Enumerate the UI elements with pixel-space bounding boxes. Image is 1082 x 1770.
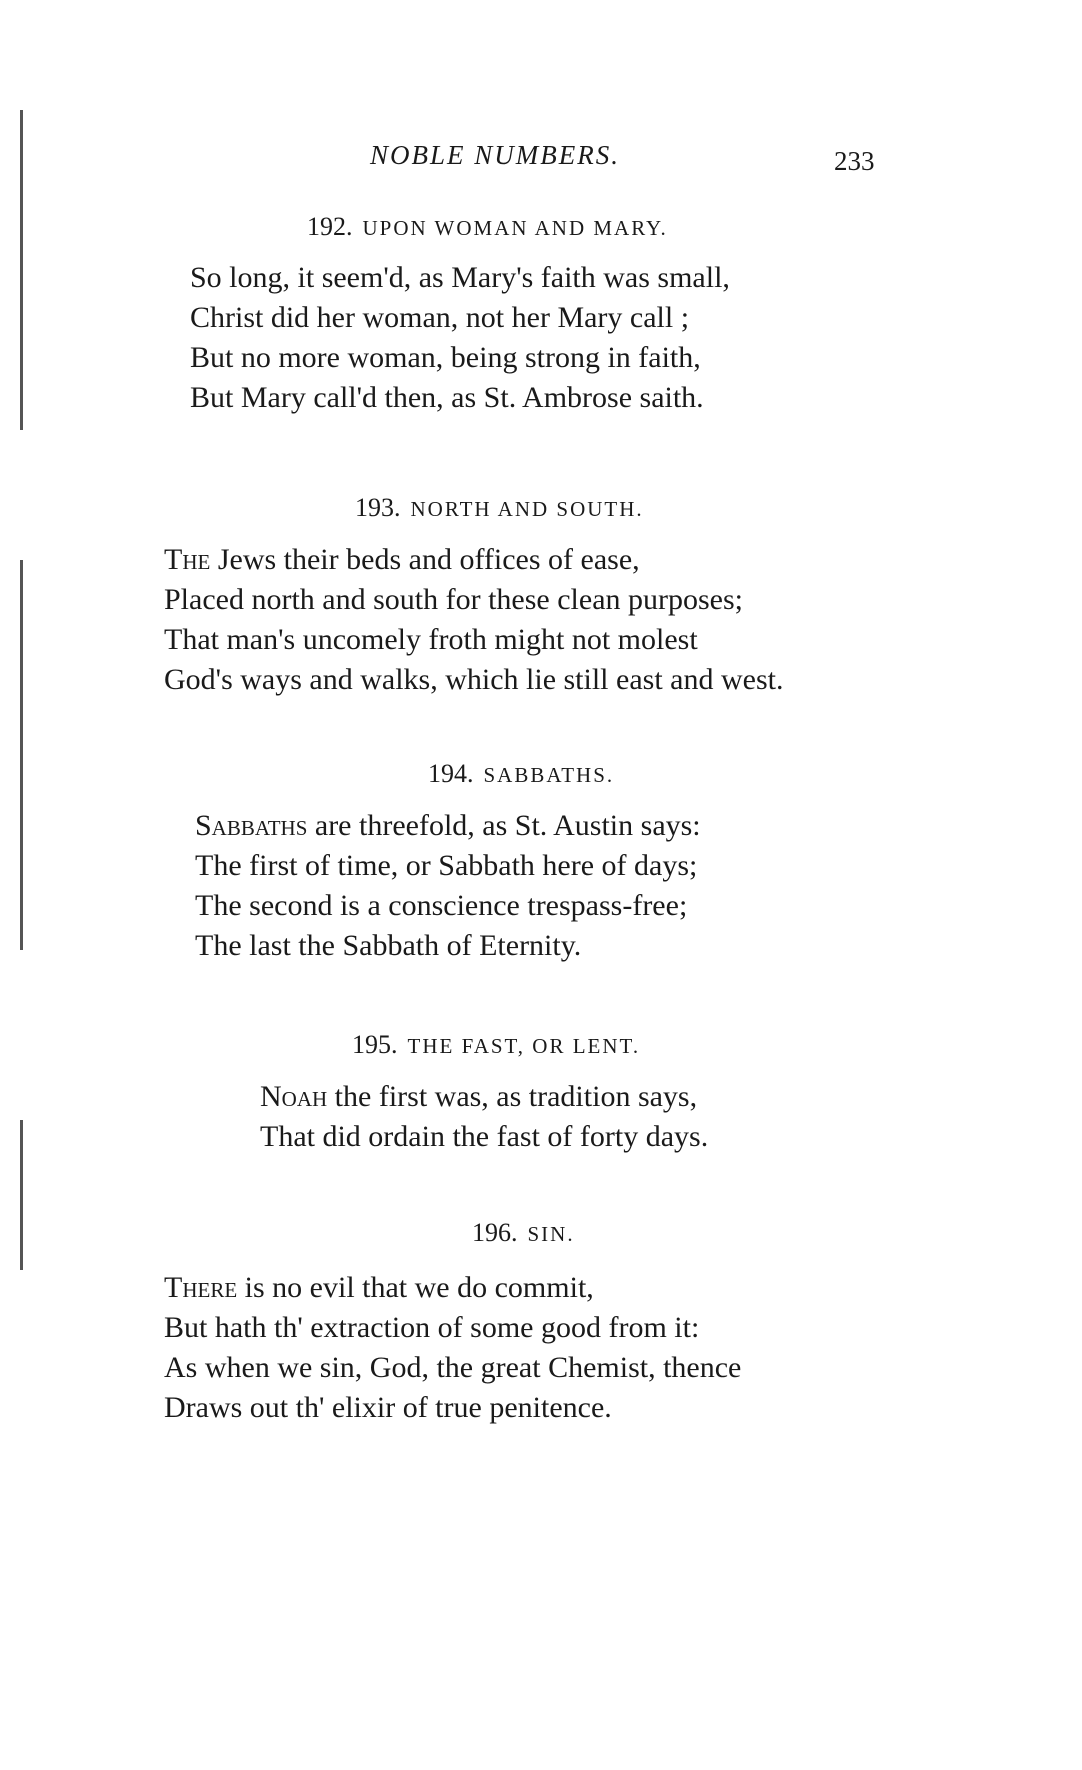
verse-line: That man's uncomely froth might not molest — [164, 623, 698, 656]
poem-stanza — [190, 258, 730, 418]
verse-line: Sabbaths are threefold, as St. Austin says: — [195, 809, 701, 842]
poem-number: 194. — [428, 759, 474, 788]
verse-line: The Jews their beds and offices of ease, — [164, 543, 640, 576]
poem-title-text: NORTH AND SOUTH. — [410, 497, 644, 521]
verse-line: Noah the first was, as tradition says, — [260, 1080, 698, 1113]
verse-line: Draws out th' elixir of true penitence. — [164, 1391, 612, 1424]
verse-line: God's ways and walks, which lie still east and west. — [164, 663, 784, 696]
verse-line: The second is a conscience trespass-free; — [195, 889, 688, 922]
verse-line: But Mary call'd then, as St. Ambrose saith. — [190, 381, 704, 414]
poem-number: 192. — [307, 212, 353, 241]
verse-line: So long, it seem'd, as Mary's faith was small, — [190, 261, 730, 294]
binding-shadow — [20, 1120, 23, 1270]
poem-number: 193. — [355, 493, 401, 522]
poem-number: 196. — [472, 1218, 518, 1247]
verse-line: That did ordain the fast of forty days. — [260, 1120, 709, 1153]
poem-title-text: THE FAST, OR LENT. — [407, 1034, 641, 1058]
poem-number: 195. — [352, 1030, 398, 1059]
binding-shadow — [20, 560, 23, 950]
verse-line: The last the Sabbath of Eternity. — [195, 929, 582, 962]
poem-title — [352, 1030, 640, 1060]
verse-line: As when we sin, God, the great Chemist, thence — [164, 1351, 742, 1384]
poem-title-text: UPON WOMAN AND MARY. — [362, 216, 668, 240]
verse-line: There is no evil that we do commit, — [164, 1271, 594, 1304]
poem-title-text: SIN. — [527, 1222, 575, 1246]
verse-line: The first of time, or Sabbath here of days; — [195, 849, 698, 882]
poem-title — [472, 1218, 575, 1248]
verse-line: But hath th' extraction of some good from it: — [164, 1311, 700, 1344]
running-head: NOBLE NUMBERS. — [370, 140, 620, 170]
page-number: 233 — [834, 146, 875, 176]
verse-line: Christ did her woman, not her Mary call ; — [190, 301, 690, 334]
poem-stanza — [195, 806, 701, 966]
poem-title — [355, 493, 644, 523]
poem-stanza — [164, 1268, 741, 1428]
poem-title — [428, 759, 614, 789]
binding-shadow — [20, 110, 23, 430]
poem-stanza — [164, 540, 783, 700]
verse-line: But no more woman, being strong in faith, — [190, 341, 701, 374]
poem-stanza — [260, 1077, 708, 1157]
verse-line: Placed north and south for these clean purposes; — [164, 583, 744, 616]
poem-title-text: SABBATHS. — [483, 763, 615, 787]
poem-title — [307, 212, 668, 242]
